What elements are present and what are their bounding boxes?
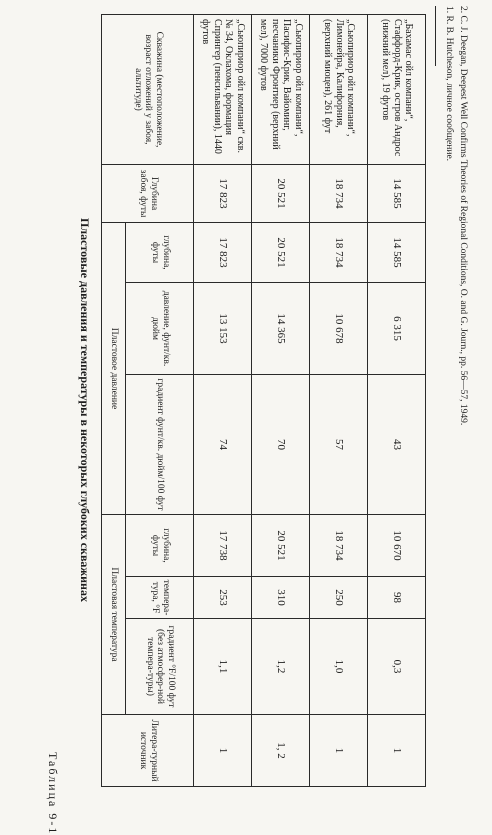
table-row <box>368 15 426 787</box>
cell-pressure: 6 315 <box>368 283 426 375</box>
cell-temperature-gradient: 1,0 <box>310 619 368 715</box>
header-temperature-depth: глубина, футы <box>126 515 194 577</box>
header-temperature-group: Пластовая температура <box>102 515 126 715</box>
footnote-2: 2. C. J. Deegan, Deepest Well Confirms Theories of Regional Conditions, O. and G. Journ., pp. 56—57, 1949. <box>458 6 468 426</box>
cell-pressure: 14 365 <box>252 283 310 375</box>
cell-temperature: 253 <box>194 577 252 619</box>
cell-temperature-gradient: 0,3 <box>368 619 426 715</box>
cell-temperature-gradient: 1,2 <box>252 619 310 715</box>
table-row <box>310 15 368 787</box>
cell-temperature-depth: 10 670 <box>368 515 426 577</box>
cell-well: „Бахамас ойл компани“, Стаффорд-Крик, остров Андрос (нижний мел), 19 футов <box>368 15 426 165</box>
cell-depth: 17 823 <box>194 165 252 223</box>
table-title: Пластовые давления и температуры в некоторых глубоких скважинах <box>78 218 92 602</box>
cell-pressure-depth: 14 585 <box>368 223 426 283</box>
cell-source: 1 <box>368 715 426 787</box>
cell-depth: 18 734 <box>310 165 368 223</box>
cell-depth: 14 585 <box>368 165 426 223</box>
header-pressure-gradient: градиент фунт/кв. дюйм/100 фут <box>126 375 194 515</box>
table-row <box>194 15 252 787</box>
header-temperature-value: темпера-тура, °F <box>126 577 194 619</box>
cell-temperature: 310 <box>252 577 310 619</box>
header-depth: Глубина забоя, футы <box>102 165 194 223</box>
cell-pressure: 13 153 <box>194 283 252 375</box>
header-temperature-gradient: градиент °F/100 фут (без атмосфер-ной темпера-туры) <box>126 619 194 715</box>
cell-pressure-depth: 20 521 <box>252 223 310 283</box>
cell-well: „Сьюпириор ойл компани“, Лимонейра, Калифорния, (верхний миоцен), 261 фут <box>310 15 368 165</box>
cell-source: 1 <box>194 715 252 787</box>
cell-pressure-gradient: 57 <box>310 375 368 515</box>
cell-source: 1, 2 <box>252 715 310 787</box>
table-label: Таблица 9-1 <box>46 752 60 835</box>
cell-temperature: 250 <box>310 577 368 619</box>
header-well: Скважина (местоположение, возраст отложений у забоя, альтитуде) <box>102 15 194 165</box>
cell-pressure-gradient: 74 <box>194 375 252 515</box>
cell-pressure-gradient: 70 <box>252 375 310 515</box>
cell-temperature-depth: 17 738 <box>194 515 252 577</box>
header-pressure-group: Пластовое давление <box>102 223 126 515</box>
cell-pressure: 10 678 <box>310 283 368 375</box>
cell-source: 1 <box>310 715 368 787</box>
cell-well: „Сьюпириор ойл компани“, Пасифис-Крик, Вайоминг, песчаники Фронтиер (верхний мел), 7000 футов <box>252 15 310 165</box>
header-pressure-depth: глубина, футы <box>126 223 194 283</box>
cell-pressure-depth: 18 734 <box>310 223 368 283</box>
footnote-1: 1. R. B. Hutcheson, личное сообщение. <box>444 6 454 162</box>
header-source: Литера-турный источник <box>102 715 194 787</box>
cell-temperature-depth: 18 734 <box>310 515 368 577</box>
cell-pressure-depth: 17 823 <box>194 223 252 283</box>
cell-depth: 20 521 <box>252 165 310 223</box>
data-table <box>101 14 426 787</box>
header-pressure-value: давление, фунт/кв. дюйм <box>126 283 194 375</box>
footnote-rule <box>435 6 436 66</box>
cell-temperature-depth: 20 521 <box>252 515 310 577</box>
cell-pressure-gradient: 43 <box>368 375 426 515</box>
cell-temperature: 98 <box>368 577 426 619</box>
cell-temperature-gradient: 1,1 <box>194 619 252 715</box>
table-row <box>252 15 310 787</box>
cell-well: „Сьюпириор ойл компани“ скв. № 34, Оклахома, формация Спрингер (пенсильвании), 1440 футов <box>194 15 252 165</box>
